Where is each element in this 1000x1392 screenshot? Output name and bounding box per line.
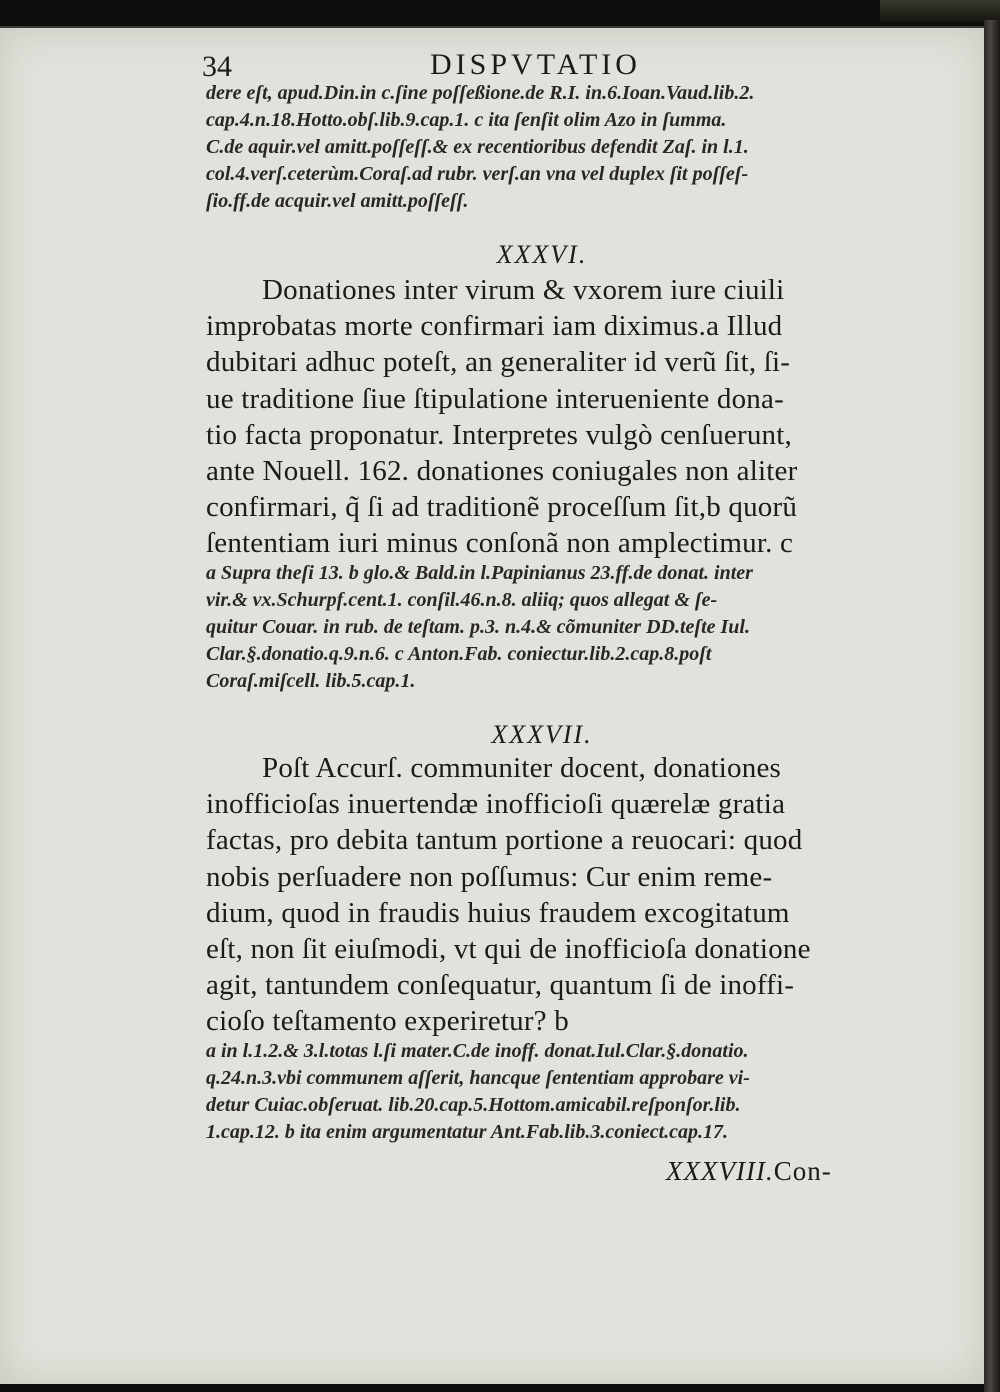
section-heading: XXXVI. [496, 240, 588, 269]
catchword [666, 1156, 832, 1187]
section-37-notes [206, 1038, 878, 1146]
body-line: agit, tantundem conſequatur, quantum ſi de inoffi- [206, 969, 795, 1002]
catchword-word: Con- [773, 1156, 832, 1186]
body-line: nobis perſuadere non poſſumus: Cur enim reme- [206, 860, 773, 893]
body-line: inofficioſas inuertendæ inofficioſi quærelæ gratia [206, 788, 786, 821]
body-line: ue traditione ſiue ſtipulatione interueniente dona- [206, 382, 784, 415]
body-line: eſt, non ſit eiuſmodi, vt qui de inofficioſa donatione [206, 933, 811, 966]
note-line: C.de aquir.vel amitt.poſſeſſ.& ex recentioribus defendit Zaſ. in l.1. [206, 136, 749, 158]
note-line: cap.4.n.18.Hotto.obſ.lib.9.cap.1. c ita ſenſit olim Azo in ſumma. [206, 109, 727, 131]
body-line: improbatas morte confirmari iam diximus.a Illud [206, 310, 783, 343]
section-36 [206, 240, 878, 270]
note-line: detur Cuiac.obſeruat. lib.20.cap.5.Hottom.amicabil.reſponſor.lib. [206, 1094, 741, 1116]
book-spine [984, 20, 1000, 1392]
note-line: q.24.n.3.vbi communem aſſerit, hancque ſententiam approbare vi- [206, 1067, 750, 1089]
note-line: dere eſt, apud.Din.in c.ſine poſſeßione.de R.I. in.6.Ioan.Vaud.lib.2. [206, 82, 755, 104]
catchword-numeral: XXXVIII. [666, 1156, 774, 1186]
body-line: Poſt Accurſ. communiter docent, donationes [262, 752, 782, 784]
body-line: dubitari adhuc poteſt, an generaliter id verũ ſit, ſi- [206, 346, 791, 379]
note-line: col.4.verſ.ceterùm.Coraſ.ad rubr. verſ.an vna vel duplex ſit poſſeſ- [206, 163, 749, 185]
section-heading: XXXVII. [491, 720, 593, 749]
page-number: 34 [202, 50, 232, 83]
note-line: vir.& vx.Schurpf.cent.1. conſil.46.n.8. aliiq; quos allegat & ſe- [206, 589, 718, 611]
top-edge [880, 0, 1000, 22]
body-line: factas, pro debita tantum portione a reuocari: quod [206, 824, 803, 857]
note-line: Coraſ.miſcell. lib.5.cap.1. [206, 670, 416, 692]
note-line: a in l.1.2.& 3.l.totas l.ſi mater.C.de inoff. donat.Iul.Clar.§.donatio. [206, 1040, 749, 1062]
section-37-text [206, 750, 878, 1040]
note-line: ſio.ff.de acquir.vel amitt.poſſeſſ. [206, 190, 469, 212]
note-line: Clar.§.donatio.q.9.n.6. c Anton.Fab. coniectur.lib.2.cap.8.poſt [206, 643, 712, 665]
section-36-text [206, 272, 878, 562]
section-36-notes [206, 560, 878, 695]
section-37 [206, 720, 878, 750]
body-line: ſententiam iuri minus conſonã non amplectimur. c [206, 527, 794, 560]
note-line: quitur Couar. in rub. de teſtam. p.3. n.4.& cõmuniter DD.teſte Iul. [206, 616, 750, 638]
body-line: cioſo teſtamento experiretur? b [206, 1005, 569, 1038]
book-page [0, 26, 984, 1384]
body-line: tio facta proponatur. Interpretes vulgò cenſuerunt, [206, 418, 792, 451]
top-notes [206, 80, 878, 215]
body-line: ante Nouell. 162. donationes coniugales non aliter [206, 455, 798, 488]
note-line: 1.cap.12. b ita enim argumentatur Ant.Fab.lib.3.coniect.cap.17. [206, 1121, 729, 1143]
body-line: Donationes inter virum & vxorem iure ciuili [262, 274, 785, 306]
body-line: confirmari, q̃ ſi ad traditionẽ proceſſum ſit,b quorũ [206, 491, 798, 524]
note-line: a Supra theſi 13. b glo.& Bald.in l.Papinianus 23.ff.de donat. inter [206, 562, 753, 584]
running-title: DISPVTATIO [430, 48, 641, 81]
body-line: dium, quod in fraudis huius fraudem excogitatum [206, 896, 790, 929]
